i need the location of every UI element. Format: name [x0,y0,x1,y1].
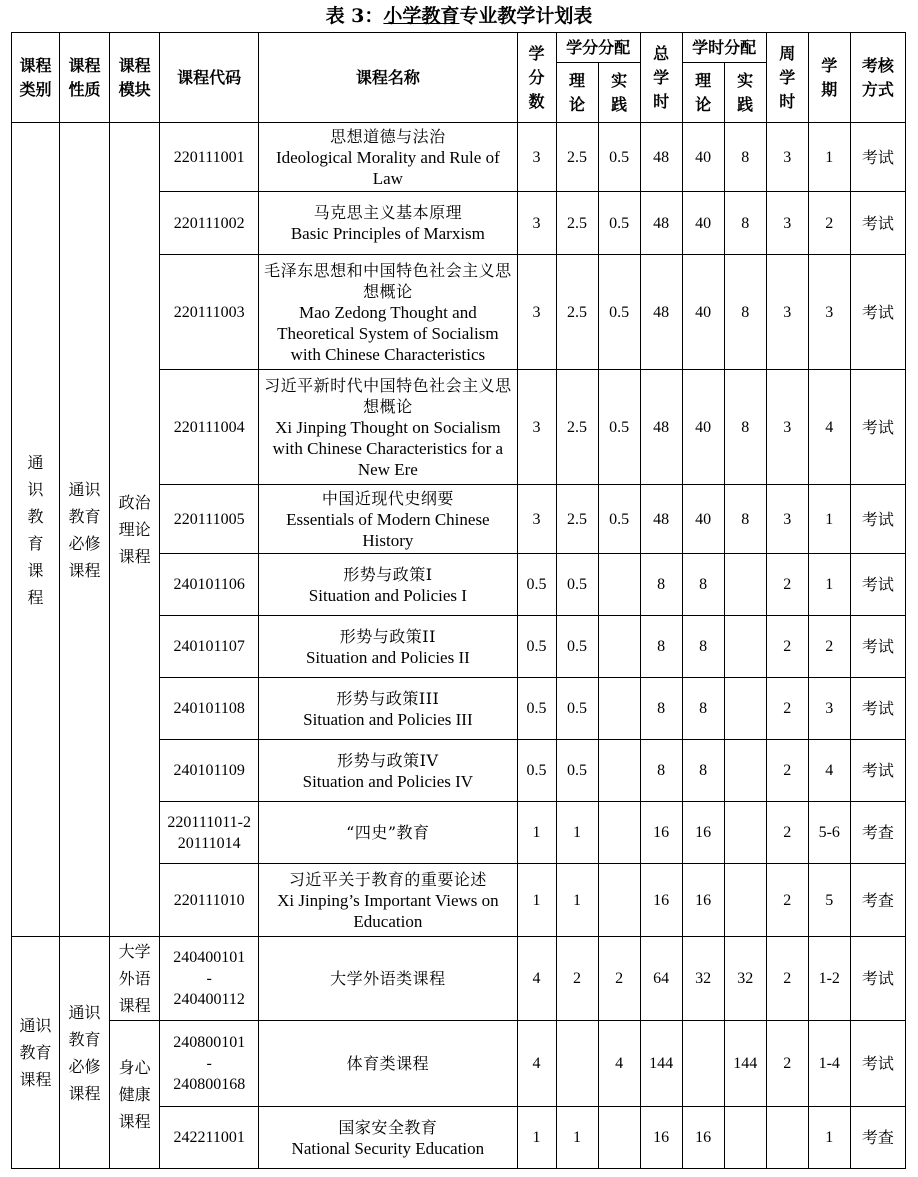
credit-theory: 2.5 [556,485,598,554]
course-code: 220111001 [160,123,259,192]
category-cell: 通识教育课程 [12,937,60,1169]
credit-practice [598,740,640,802]
hour-practice: 8 [724,255,766,370]
hour-practice [724,1107,766,1169]
credit-practice [598,802,640,864]
credit-practice: 0.5 [598,255,640,370]
header-hour-theory: 理论 [682,63,724,123]
credit-practice: 4 [598,1021,640,1107]
credit-theory: 1 [556,1107,598,1169]
exam-method: 考试 [850,255,905,370]
credits: 4 [517,937,556,1021]
credits: 0.5 [517,678,556,740]
semester: 1-4 [808,1021,850,1107]
weekly-hours: 2 [766,802,808,864]
hour-practice [724,740,766,802]
nature-cell: 通识教育必修课程 [60,937,110,1169]
weekly-hours: 3 [766,485,808,554]
exam-method: 考试 [850,937,905,1021]
exam-method: 考试 [850,554,905,616]
credit-practice [598,554,640,616]
course-code: 240800101 - 240800168 [160,1021,259,1107]
credit-practice: 2 [598,937,640,1021]
weekly-hours: 3 [766,370,808,485]
nature-cell: 通识教育必修课程 [60,123,110,937]
credit-theory: 2.5 [556,123,598,192]
semester: 1 [808,123,850,192]
hour-practice [724,554,766,616]
hour-theory: 32 [682,937,724,1021]
course-name: 体育类课程 [259,1021,517,1107]
weekly-hours: 3 [766,123,808,192]
course-name: 国家安全教育 National Security Education [259,1107,517,1169]
hour-practice [724,864,766,937]
total-hours: 8 [640,554,682,616]
credits: 3 [517,485,556,554]
credits: 0.5 [517,554,556,616]
semester: 4 [808,370,850,485]
header-code: 课程代码 [160,33,259,123]
semester: 1 [808,485,850,554]
hour-theory: 8 [682,678,724,740]
course-code: 240101107 [160,616,259,678]
exam-method: 考试 [850,370,905,485]
semester: 2 [808,616,850,678]
weekly-hours [766,1107,808,1169]
header-category: 课程类别 [12,33,60,123]
hour-theory: 16 [682,802,724,864]
table-row [12,937,906,1021]
semester: 1-2 [808,937,850,1021]
hour-theory: 40 [682,123,724,192]
hour-practice [724,616,766,678]
course-name: 马克思主义基本原理 Basic Principles of Marxism [259,192,517,255]
module-cell: 政治理论课程 [110,123,160,937]
credit-theory: 2.5 [556,255,598,370]
credit-practice: 0.5 [598,123,640,192]
course-name: 形势与政策II Situation and Policies II [259,616,517,678]
header-module: 课程模块 [110,33,160,123]
exam-method: 考查 [850,802,905,864]
header-total-hours: 总学时 [640,33,682,123]
total-hours: 16 [640,802,682,864]
course-name: 大学外语类课程 [259,937,517,1021]
exam-method: 考试 [850,740,905,802]
credits: 3 [517,255,556,370]
header-hour-practice: 实践 [724,63,766,123]
semester: 1 [808,554,850,616]
credit-theory: 0.5 [556,678,598,740]
semester: 2 [808,192,850,255]
credit-practice: 0.5 [598,192,640,255]
credit-theory: 0.5 [556,740,598,802]
hour-practice: 144 [724,1021,766,1107]
table-title [0,3,918,29]
credit-practice: 0.5 [598,370,640,485]
hour-theory: 8 [682,740,724,802]
total-hours: 48 [640,485,682,554]
hour-practice [724,678,766,740]
credit-theory: 2 [556,937,598,1021]
semester: 3 [808,255,850,370]
course-name: 习近平新时代中国特色社会主义思想概论 Xi Jinping Thought on Socialism with Chinese Characteristics for a New Ere [259,370,517,485]
weekly-hours: 2 [766,616,808,678]
course-code: 242211001 [160,1107,259,1169]
weekly-hours: 3 [766,192,808,255]
exam-method: 考试 [850,192,905,255]
header-name: 课程名称 [259,33,517,123]
total-hours: 16 [640,864,682,937]
course-code: 220111005 [160,485,259,554]
course-name: 习近平关于教育的重要论述 Xi Jinping’s Important Views on Education [259,864,517,937]
exam-method: 考查 [850,864,905,937]
credits: 3 [517,192,556,255]
teaching-plan-table [11,32,906,1169]
hour-theory: 8 [682,616,724,678]
hour-practice: 8 [724,123,766,192]
course-code: 220111002 [160,192,259,255]
hour-practice: 32 [724,937,766,1021]
credit-theory [556,1021,598,1107]
credit-theory: 1 [556,802,598,864]
credit-theory: 1 [556,864,598,937]
hour-practice [724,802,766,864]
exam-method: 考试 [850,616,905,678]
weekly-hours: 2 [766,1021,808,1107]
semester: 5 [808,864,850,937]
header-semester: 学期 [808,33,850,123]
credit-practice: 0.5 [598,485,640,554]
credit-theory: 0.5 [556,616,598,678]
exam-method: 考查 [850,1107,905,1169]
semester: 5-6 [808,802,850,864]
header-weekly-hours: 周学时 [766,33,808,123]
course-name: 形势与政策I Situation and Policies I [259,554,517,616]
weekly-hours: 2 [766,554,808,616]
semester: 4 [808,740,850,802]
semester: 3 [808,678,850,740]
credit-theory: 2.5 [556,192,598,255]
course-name: 形势与政策III Situation and Policies III [259,678,517,740]
total-hours: 64 [640,937,682,1021]
module-cell: 大学外语课程 [110,937,160,1021]
weekly-hours: 2 [766,678,808,740]
credits: 1 [517,802,556,864]
hour-practice: 8 [724,192,766,255]
hour-theory: 40 [682,485,724,554]
total-hours: 8 [640,740,682,802]
credit-practice [598,678,640,740]
credit-practice [598,616,640,678]
hour-theory: 40 [682,370,724,485]
table-row [12,123,906,192]
exam-method: 考试 [850,123,905,192]
course-code: 240400101 - 240400112 [160,937,259,1021]
hour-practice: 8 [724,485,766,554]
exam-method: 考试 [850,1021,905,1107]
weekly-hours: 2 [766,937,808,1021]
credit-practice [598,864,640,937]
course-name: “四史”教育 [259,802,517,864]
header-credits: 学分数 [517,33,556,123]
title-prefix: 表 3： [325,5,384,27]
total-hours: 8 [640,616,682,678]
total-hours: 48 [640,255,682,370]
credit-theory: 0.5 [556,554,598,616]
total-hours: 144 [640,1021,682,1107]
course-code: 220111003 [160,255,259,370]
course-name: 毛泽东思想和中国特色社会主义思想概论 Mao Zedong Thought and Theoretical System of Socialism with Chinese Characteristics [259,255,517,370]
course-code: 220111011-220111014 [160,802,259,864]
course-code: 240101106 [160,554,259,616]
hour-theory: 16 [682,1107,724,1169]
table-row [12,1021,906,1107]
credit-theory: 2.5 [556,370,598,485]
credits: 4 [517,1021,556,1107]
title-suffix: 专业教学计划表 [459,5,593,27]
course-code: 220111010 [160,864,259,937]
hour-theory: 8 [682,554,724,616]
weekly-hours: 3 [766,255,808,370]
total-hours: 48 [640,370,682,485]
header-exam: 考核方式 [850,33,905,123]
exam-method: 考试 [850,678,905,740]
credits: 1 [517,1107,556,1169]
credit-practice [598,1107,640,1169]
semester: 1 [808,1107,850,1169]
credits: 1 [517,864,556,937]
credits: 3 [517,370,556,485]
credits: 0.5 [517,740,556,802]
course-name: 形势与政策IV Situation and Policies IV [259,740,517,802]
title-major: 小学教育 [383,5,460,27]
exam-method: 考试 [850,485,905,554]
hour-theory: 40 [682,192,724,255]
course-name: 思想道德与法治 Ideological Morality and Rule of Law [259,123,517,192]
header-hour-alloc: 学时分配 [682,33,766,63]
hour-theory: 16 [682,864,724,937]
header-credit-alloc: 学分分配 [556,33,640,63]
total-hours: 16 [640,1107,682,1169]
weekly-hours: 2 [766,740,808,802]
header-credit-practice: 实践 [598,63,640,123]
credits: 0.5 [517,616,556,678]
category-cell: 通识教育课程 [12,123,60,937]
module-cell: 身心健康课程 [110,1021,160,1169]
credits: 3 [517,123,556,192]
header-credit-theory: 理论 [556,63,598,123]
hour-theory: 40 [682,255,724,370]
course-code: 240101109 [160,740,259,802]
header-nature: 课程性质 [60,33,110,123]
total-hours: 48 [640,123,682,192]
course-code: 240101108 [160,678,259,740]
total-hours: 8 [640,678,682,740]
hour-theory [682,1021,724,1107]
weekly-hours: 2 [766,864,808,937]
course-code: 220111004 [160,370,259,485]
total-hours: 48 [640,192,682,255]
hour-practice: 8 [724,370,766,485]
course-name: 中国近现代史纲要 Essentials of Modern Chinese History [259,485,517,554]
